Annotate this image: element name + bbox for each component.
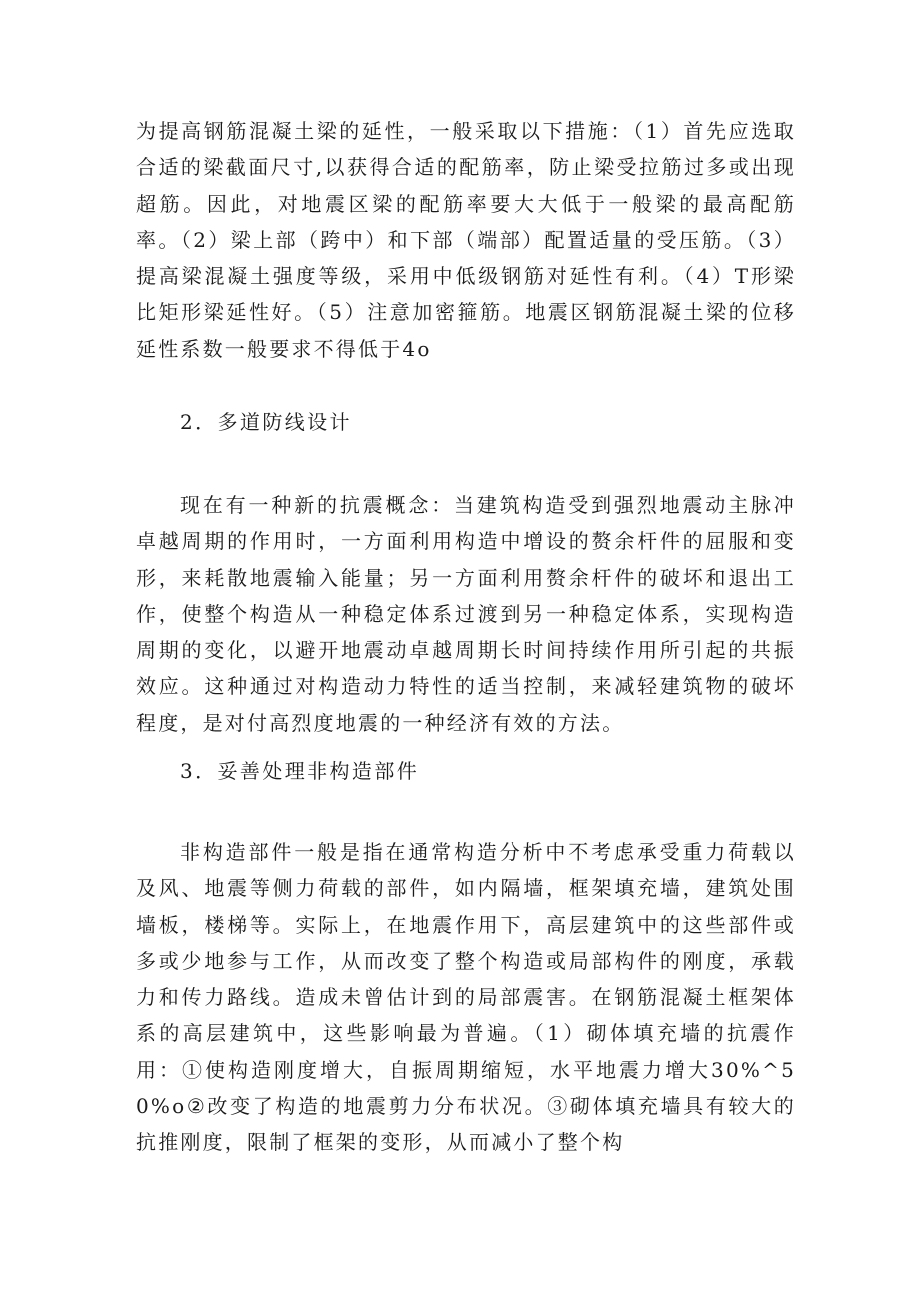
paragraph-ductility-measures: 为提高钢筋混凝土梁的延性，一般采取以下措施：（1）首先应选取合适的梁截面尺寸,以获得合适的配筋率，防止梁受拉筋过多或出现超筋。因此，对地震区梁的配筋率要大大低于一般梁的最高配筋率。（2）梁上部（跨中）和下部（端部）配置适量的受压筋。（3）提高梁混凝土强度等级，采用中低级钢筋对延性有利。（4）T形梁比矩形梁延性好。（5）注意加密箍筋。地震区钢筋混凝土梁的位移延性系数一般要求不得低于4o [136, 119, 796, 361]
paragraph-multiple-defense: 现在有一种新的抗震概念：当建筑构造受到强烈地震动主脉冲卓越周期的作用时，一方面利用构造中增设的赘余杆件的屈服和变形，来耗散地震输入能量；另一方面利用赘余杆件的破坏和退出工作，使整个构造从一种稳定体系过渡到另一种稳定体系，实现构造周期的变化，以避开地震动卓越周期长时间持续作用所引起的共振效应。这种通过对构造动力特性的适当控制，来减轻建筑物的破坏程度，是对付高烈度地震的一种经济有效的方法。 [136, 493, 796, 735]
paragraph-non-structural: 非构造部件一般是指在通常构造分析中不考虑承受重力荷载以及风、地震等侧力荷载的部件，如内隔墙，框架填充墙，建筑处围墙板，楼梯等。实际上，在地震作用下，高层建筑中的这些部件或多或少地参与工作，从而改变了整个构造或局部构件的刚度，承载力和传力路线。造成未曾估计到的局部震害。在钢筋混凝土框架体系的高层建筑中，这些影响最为普遍。（1）砌体填充墙的抗震作用：①使构造刚度增大，自振周期缩短，水平地震力增大30%^50%o②改变了构造的地震剪力分布状况。③砌体填充墙具有较大的抗推刚度，限制了框架的变形，从而减小了整个构 [136, 840, 796, 1155]
section-heading-non-structural: 3．妥善处理非构造部件 [180, 759, 420, 783]
section-heading-multiple-defense: 2．多道防线设计 [180, 410, 352, 434]
